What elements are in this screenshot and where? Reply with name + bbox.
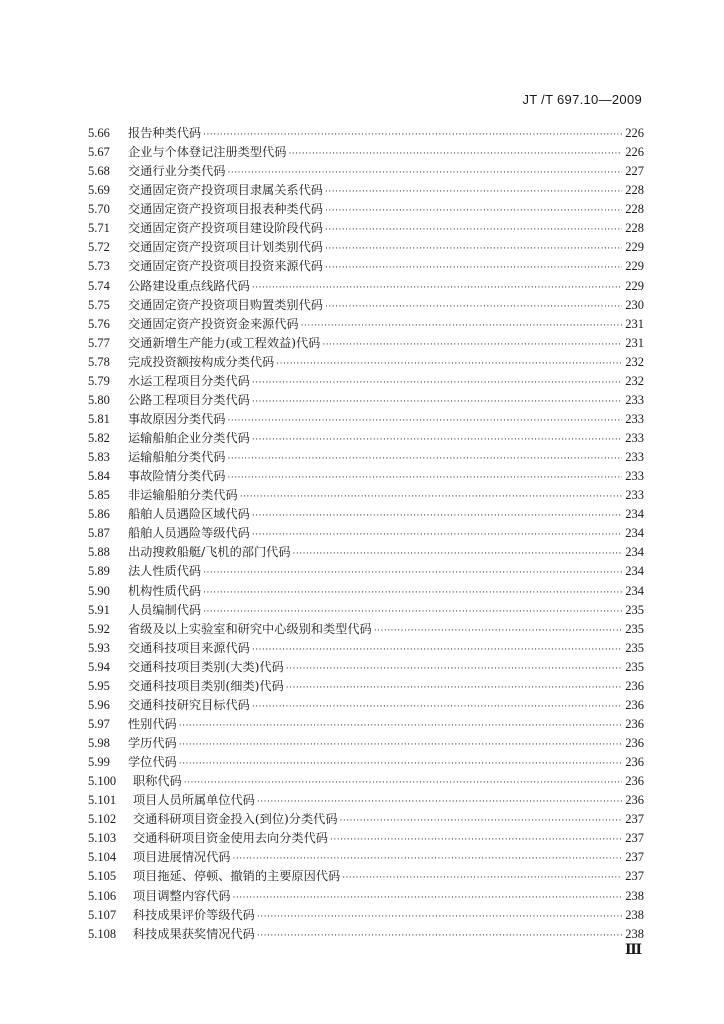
dot-leader — [252, 435, 622, 445]
toc-entry[interactable] — [88, 715, 644, 734]
dot-leader — [325, 187, 622, 197]
table-of-contents — [88, 124, 644, 944]
dot-leader — [342, 873, 622, 883]
dot-leader — [228, 454, 623, 464]
toc-entry[interactable] — [88, 639, 644, 658]
toc-entry-page: 236 — [625, 736, 644, 750]
dot-leader — [252, 645, 622, 655]
toc-entry-title: 性别代码 — [128, 716, 177, 731]
toc-entry-page: 226 — [625, 126, 644, 140]
toc-entry-number: 5.95 — [88, 678, 110, 693]
toc-entry-page: 234 — [625, 545, 644, 560]
toc-entry-title: 交通行业分类代码 — [128, 164, 226, 179]
toc-entry-page: 236 — [625, 793, 644, 808]
toc-entry-title: 水运工程项目分类代码 — [128, 373, 250, 388]
toc-entry-page: 237 — [625, 869, 644, 884]
toc-entry-title: 省级及以上实验室和研究中心级别和类型代码 — [128, 621, 372, 636]
toc-entry-title: 交通科技项目类别(大类)代码 — [128, 659, 284, 674]
toc-entry[interactable] — [88, 162, 644, 181]
toc-entry-page: 232 — [625, 373, 644, 388]
toc-entry-page: 233 — [625, 392, 644, 407]
dot-leader — [228, 168, 623, 178]
toc-entry-title: 非运输船舶分类代码 — [128, 488, 238, 503]
toc-entry[interactable] — [88, 334, 644, 353]
toc-entry-number: 5.101 — [88, 793, 117, 808]
toc-entry-title: 事故险情分类代码 — [128, 469, 226, 484]
toc-entry-page: 238 — [625, 926, 644, 941]
toc-entry-title: 交通固定资产投资项目计划类别代码 — [128, 240, 323, 255]
toc-entry-page: 236 — [625, 678, 644, 693]
toc-entry[interactable] — [88, 543, 644, 562]
toc-entry-title: 交通科研项目资金投入(到位)分类代码 — [133, 812, 338, 827]
toc-entry-title: 交通固定资产投资项目隶属关系代码 — [128, 183, 323, 198]
toc-entry-page: 237 — [625, 831, 644, 846]
toc-entry-number: 5.96 — [88, 697, 110, 712]
toc-entry-title: 交通科研项目资金使用去向分类代码 — [133, 831, 328, 846]
toc-entry[interactable] — [88, 601, 644, 620]
toc-entry-title: 交通固定资产投资项目建设阶段代码 — [128, 221, 323, 236]
toc-entry[interactable] — [88, 257, 644, 276]
toc-entry-title: 完成投资额按构成分类代码 — [128, 354, 275, 369]
toc-entry[interactable] — [88, 772, 644, 791]
dot-leader — [233, 854, 623, 864]
dot-leader — [325, 302, 622, 312]
toc-entry-title: 项目拖延、停顿、撤销的主要原因代码 — [133, 869, 341, 884]
toc-entry-page: 229 — [625, 240, 644, 255]
toc-entry[interactable] — [88, 791, 644, 810]
toc-entry-number: 5.77 — [88, 335, 110, 350]
toc-entry-title: 企业与个体登记注册类型代码 — [128, 145, 287, 160]
toc-entry-title: 科技成果获奖情况代码 — [133, 926, 255, 941]
toc-entry-number: 5.98 — [88, 736, 110, 750]
toc-entry-number: 5.82 — [88, 431, 110, 445]
toc-entry[interactable] — [88, 238, 644, 257]
toc-entry[interactable] — [88, 620, 644, 639]
toc-entry-page: 234 — [625, 526, 644, 541]
toc-entry-page: 238 — [625, 888, 644, 903]
toc-entry-page: 228 — [625, 183, 644, 198]
toc-entry-title: 项目调整内容代码 — [133, 888, 231, 903]
toc-entry-page: 229 — [625, 278, 644, 293]
toc-entry-number: 5.107 — [88, 907, 117, 922]
dot-leader — [252, 378, 622, 388]
toc-entry-title: 项目进展情况代码 — [133, 850, 231, 865]
dot-leader — [240, 492, 623, 502]
toc-entry[interactable] — [88, 925, 644, 944]
toc-entry[interactable] — [88, 353, 644, 372]
toc-entry-number: 5.68 — [88, 164, 110, 179]
toc-entry-number: 5.87 — [88, 526, 110, 541]
toc-entry-title: 交通固定资产投资项目投资来源代码 — [128, 259, 323, 274]
toc-entry[interactable] — [88, 448, 644, 467]
dot-leader — [252, 511, 622, 521]
toc-entry[interactable] — [88, 906, 644, 925]
toc-entry-page: 233 — [625, 431, 644, 445]
toc-entry-title: 科技成果评价等级代码 — [133, 907, 255, 922]
page-number: Ⅲ — [624, 943, 642, 958]
toc-entry-number: 5.88 — [88, 545, 110, 560]
toc-entry-title: 运输船舶企业分类代码 — [128, 431, 250, 445]
toc-entry-page: 235 — [625, 621, 644, 636]
toc-entry-page: 237 — [625, 812, 644, 827]
toc-entry-number: 5.104 — [88, 850, 117, 865]
toc-entry[interactable] — [88, 753, 644, 772]
toc-entry-number: 5.83 — [88, 450, 110, 465]
dot-leader — [228, 416, 623, 426]
toc-entry-title: 项目人员所属单位代码 — [133, 793, 255, 808]
toc-entry-page: 235 — [625, 659, 644, 674]
dot-leader — [374, 626, 623, 636]
toc-entry-number: 5.105 — [88, 869, 117, 884]
toc-entry-page: 234 — [625, 564, 644, 579]
toc-entry-number: 5.75 — [88, 297, 110, 312]
toc-entry-title: 交通科技项目类别(细类)代码 — [128, 678, 284, 693]
toc-entry[interactable] — [88, 677, 644, 696]
toc-entry-page: 226 — [625, 145, 644, 160]
dot-leader — [325, 263, 622, 273]
dot-leader — [252, 397, 622, 407]
toc-entry[interactable] — [88, 887, 644, 906]
toc-entry[interactable] — [88, 181, 644, 200]
dot-leader — [179, 721, 623, 731]
dot-leader — [325, 244, 622, 254]
toc-entry-page: 230 — [625, 297, 644, 312]
dot-leader — [184, 778, 623, 788]
toc-entry-page: 236 — [625, 774, 644, 789]
dot-leader — [286, 683, 622, 693]
toc-entry-page: 236 — [625, 716, 644, 731]
toc-entry[interactable] — [88, 124, 644, 143]
toc-entry-page: 238 — [625, 907, 644, 922]
toc-entry-page: 227 — [625, 164, 644, 179]
toc-entry-number: 5.99 — [88, 755, 110, 770]
dot-leader — [257, 931, 622, 941]
standard-code-header: JT /T 697.10—2009 — [522, 92, 642, 107]
toc-entry-number: 5.79 — [88, 373, 110, 388]
toc-entry[interactable] — [88, 582, 644, 601]
toc-entry[interactable] — [88, 277, 644, 296]
toc-entry-number: 5.86 — [88, 507, 110, 522]
toc-entry-number: 5.93 — [88, 640, 110, 655]
toc-entry[interactable] — [88, 848, 644, 867]
toc-entry-page: 234 — [625, 583, 644, 598]
toc-entry[interactable] — [88, 505, 644, 524]
toc-entry[interactable] — [88, 486, 644, 505]
toc-entry-page: 233 — [625, 469, 644, 484]
toc-entry-number: 5.73 — [88, 259, 110, 274]
toc-entry-number: 5.89 — [88, 564, 110, 579]
toc-entry-page: 233 — [625, 411, 644, 426]
toc-entry-title: 交通固定资产投资资金来源代码 — [128, 316, 299, 331]
toc-entry-page: 236 — [625, 755, 644, 770]
dot-leader — [288, 149, 622, 159]
toc-entry-number: 5.72 — [88, 240, 110, 255]
toc-entry-title: 职称代码 — [133, 774, 182, 789]
dot-leader — [325, 225, 622, 235]
toc-entry-title: 船舶人员遇险等级代码 — [128, 526, 250, 541]
toc-entry[interactable] — [88, 429, 644, 448]
toc-entry-number: 5.108 — [88, 926, 117, 941]
toc-entry[interactable] — [88, 372, 644, 391]
dot-leader — [325, 206, 622, 216]
toc-entry[interactable] — [88, 696, 644, 715]
dot-leader — [286, 664, 622, 674]
toc-entry[interactable] — [88, 562, 644, 581]
toc-entry[interactable] — [88, 734, 644, 753]
toc-entry-title: 交通固定资产投资项目购置类别代码 — [128, 297, 323, 312]
toc-entry-page: 236 — [625, 697, 644, 712]
toc-entry-number: 5.106 — [88, 888, 117, 903]
toc-entry-title: 交通科技项目来源代码 — [128, 640, 250, 655]
dot-leader — [257, 912, 622, 922]
toc-entry-title: 出动搜救船艇/飞机的部门代码 — [128, 545, 291, 560]
toc-entry-number: 5.74 — [88, 278, 110, 293]
dot-leader — [322, 340, 622, 350]
toc-entry-page: 231 — [625, 335, 644, 350]
toc-entry-page: 229 — [625, 259, 644, 274]
toc-entry-number: 5.103 — [88, 831, 117, 846]
dot-leader — [340, 816, 623, 826]
toc-entry-number: 5.71 — [88, 221, 110, 236]
toc-entry-title: 船舶人员遇险区域代码 — [128, 507, 250, 522]
toc-entry-number: 5.78 — [88, 354, 110, 369]
dot-leader — [252, 702, 622, 712]
dot-leader — [330, 835, 622, 845]
toc-entry-page: 231 — [625, 316, 644, 331]
toc-entry-number: 5.76 — [88, 316, 110, 331]
toc-entry-number: 5.97 — [88, 716, 110, 731]
toc-entry-page: 237 — [625, 850, 644, 865]
toc-entry-number: 5.91 — [88, 602, 110, 617]
toc-entry-title: 人员编制代码 — [128, 602, 202, 617]
toc-entry-title: 机构性质代码 — [128, 583, 202, 598]
toc-entry-number: 5.66 — [88, 126, 110, 140]
toc-entry[interactable] — [88, 143, 644, 162]
toc-entry-number: 5.69 — [88, 183, 110, 198]
toc-entry-page: 235 — [625, 640, 644, 655]
toc-entry[interactable] — [88, 810, 644, 829]
toc-entry-number: 5.92 — [88, 621, 110, 636]
toc-entry-number: 5.84 — [88, 469, 110, 484]
toc-entry[interactable] — [88, 315, 644, 334]
toc-entry[interactable] — [88, 391, 644, 410]
toc-entry[interactable] — [88, 467, 644, 486]
toc-entry-title: 报告种类代码 — [128, 126, 202, 140]
toc-entry-title: 学历代码 — [128, 736, 177, 750]
toc-entry-number: 5.80 — [88, 392, 110, 407]
toc-entry-number: 5.67 — [88, 145, 110, 160]
toc-entry-number: 5.90 — [88, 583, 110, 598]
toc-entry-number: 5.94 — [88, 659, 110, 674]
toc-entry-page: 232 — [625, 354, 644, 369]
toc-entry[interactable] — [88, 410, 644, 429]
toc-entry-page: 228 — [625, 221, 644, 236]
toc-entry-title: 学位代码 — [128, 755, 177, 770]
dot-leader — [203, 130, 622, 140]
toc-entry-page: 234 — [625, 507, 644, 522]
toc-entry-title: 事故原因分类代码 — [128, 411, 226, 426]
toc-entry-title: 公路建设重点线路代码 — [128, 278, 250, 293]
dot-leader — [252, 530, 622, 540]
toc-entry-title: 交通科技研究目标代码 — [128, 697, 250, 712]
dot-leader — [203, 568, 622, 578]
toc-entry-number: 5.100 — [88, 774, 117, 789]
dot-leader — [293, 549, 623, 559]
dot-leader — [276, 359, 622, 369]
dot-leader — [252, 283, 622, 293]
toc-entry[interactable] — [88, 829, 644, 848]
toc-entry-number: 5.102 — [88, 812, 117, 827]
toc-entry-number: 5.70 — [88, 202, 110, 217]
dot-leader — [179, 759, 623, 769]
toc-entry-title: 交通新增生产能力(或工程效益)代码 — [128, 335, 321, 350]
toc-entry[interactable] — [88, 296, 644, 315]
toc-entry-title: 运输船舶分类代码 — [128, 450, 226, 465]
toc-entry[interactable] — [88, 524, 644, 543]
dot-leader — [257, 797, 622, 807]
toc-entry-title: 交通固定资产投资项目报表种类代码 — [128, 202, 323, 217]
toc-entry[interactable] — [88, 200, 644, 219]
dot-leader — [203, 607, 622, 617]
toc-entry-number: 5.81 — [88, 411, 110, 426]
dot-leader — [228, 473, 623, 483]
toc-entry[interactable] — [88, 658, 644, 677]
dot-leader — [203, 588, 622, 598]
toc-entry-page: 228 — [625, 202, 644, 217]
dot-leader — [301, 321, 623, 331]
toc-entry-title: 公路工程项目分类代码 — [128, 392, 250, 407]
dot-leader — [179, 740, 623, 750]
dot-leader — [233, 893, 623, 903]
toc-entry-number: 5.85 — [88, 488, 110, 503]
toc-entry-page: 233 — [625, 450, 644, 465]
toc-entry-title: 法人性质代码 — [128, 564, 202, 579]
toc-entry[interactable] — [88, 219, 644, 238]
toc-entry-page: 233 — [625, 488, 644, 503]
toc-entry[interactable] — [88, 867, 644, 886]
toc-entry-page: 235 — [625, 602, 644, 617]
